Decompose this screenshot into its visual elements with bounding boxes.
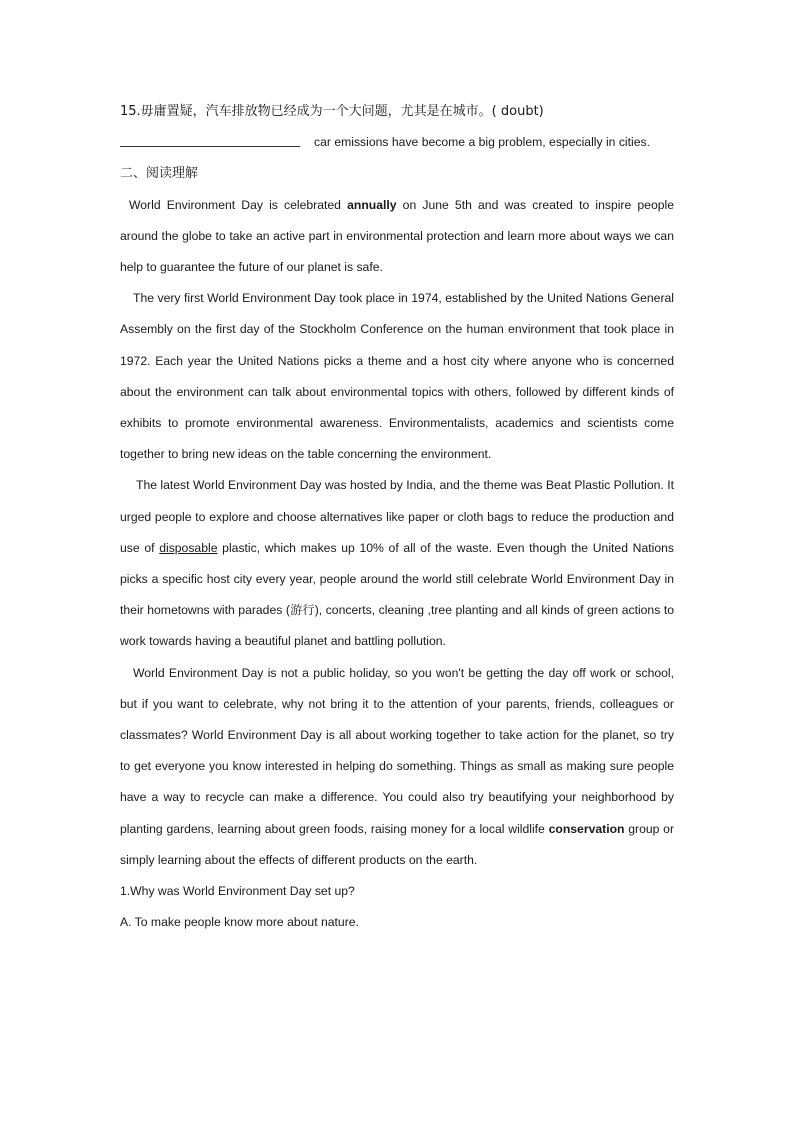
p4-text-c: group or simply learning about the effects of different products on the earth. — [120, 821, 674, 867]
p4-bold-word: conservation — [548, 821, 625, 836]
question-1-option-a: A. To make people know more about nature. — [120, 915, 359, 930]
p3-text-a: The latest World Environment Day was hosted by India, and the theme was Beat Plastic Pollution. It urged people to explore and choose alternatives like paper or cloth bags to reduce the production and use of — [120, 478, 674, 555]
exercise-15-answer-rest: car emissions have become a big problem, especially in cities. — [314, 135, 650, 150]
p1-text-c: on June 5th and was created to inspire people around the globe to take an active part in environmental protection and learn more about ways we can help to guarantee the future of our planet is safe. — [120, 197, 675, 275]
p1-bold-word: annually — [347, 197, 397, 212]
question-1-stem: 1.Why was World Environment Day set up? — [120, 884, 355, 899]
passage-paragraph-2: The very first World Environment Day took place in 1974, established by the United Nations General Assembly on the first day of the Stockholm Conference on the human environment that took place in 1972. Each year the United Nations picks a theme and a host city where anyone who is concerned about the environment can talk about environmental topics with others, followed by different kinds of exhibits to promote environmental awareness. Environmentalists, academics and scientists come together to bring new ideas on the table concerning the environment. — [120, 291, 674, 462]
p4-text-a: World Environment Day is not a public holiday, so you won't be getting the day off work or school, but if you want to celebrate, why not bring it to the attention of your parents, friends, colleagues or classmates? World Environment Day is all about working together to take action for the planet, so try to get everyone you know interested in helping do something. Things as small as making sure people have a way to recycle can make a difference. You could also try beautifying your neighborhood by planting gardens, learning about green foods, raising money for a local wildlife — [120, 665, 674, 836]
p3-text-c: plastic, which makes up 10% of all of the waste. Even though the United Nations picks a specific host city every year, people around the world still celebrate World Environment Day in their hometowns with parades (游行), concerts, cleaning ,tree planting and all kinds of green actions to work towards having a beautiful planet and battling pollution. — [120, 540, 674, 649]
p1-text-a: World Environment Day is celebrated — [129, 197, 348, 212]
exercise-15-answer-line — [120, 127, 674, 158]
exercise-15-prompt: 15.毋庸置疑，汽车排放物已经成为一个大问题，尤其是在城市。( doubt) — [120, 104, 544, 119]
passage-paragraph-4 — [120, 658, 674, 876]
document-page — [120, 96, 674, 938]
answer-blank[interactable] — [120, 130, 300, 147]
passage-paragraph-3 — [120, 470, 674, 657]
p3-underlined-word: disposable — [159, 540, 218, 555]
section-heading: 二、阅读理解 — [120, 166, 199, 182]
passage-paragraph-1 — [120, 190, 674, 284]
